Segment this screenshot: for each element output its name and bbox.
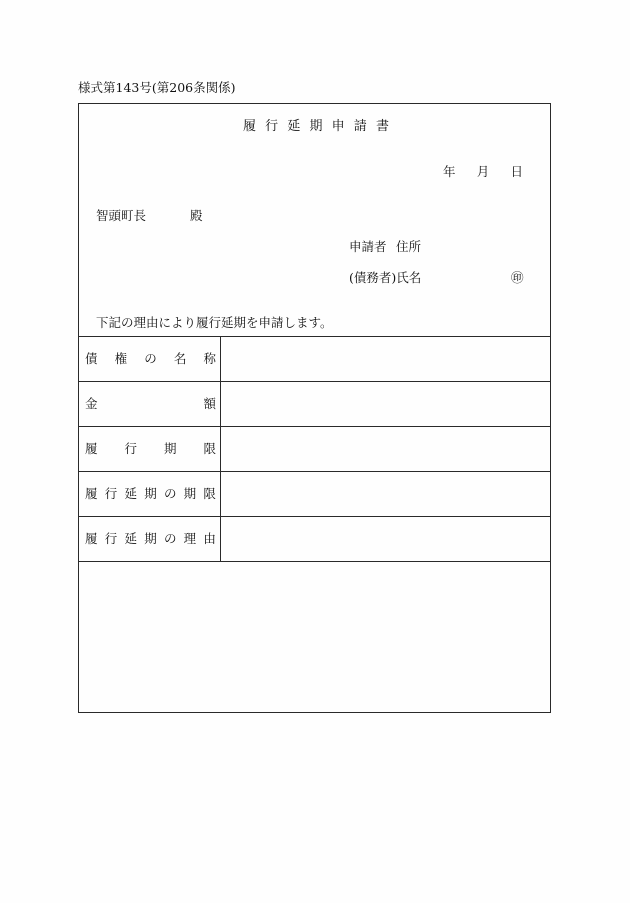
extended-deadline-label [85, 486, 216, 502]
label-char: 行 [104, 486, 118, 501]
form-number: 様式第143号(第206条関係) [78, 80, 236, 95]
title-char: 期 [309, 119, 323, 134]
label-char: 期 [183, 486, 197, 501]
label-char: 由 [203, 531, 216, 546]
claim-name-label [85, 351, 216, 367]
label-char: 限 [203, 441, 216, 456]
seal-mark: ㊞ [511, 270, 524, 285]
label-char: 延 [124, 486, 137, 501]
amount-label [85, 396, 216, 412]
column-divider [220, 336, 221, 561]
debtor-name-label: (債務者)氏名 [349, 270, 422, 285]
label-char: 名 [173, 351, 187, 366]
row-divider [79, 426, 550, 427]
title-char: 書 [375, 119, 389, 134]
year-label: 年 [443, 164, 456, 179]
label-char: 金 [85, 396, 98, 411]
title-char: 履 [243, 119, 257, 134]
remarks-area[interactable] [85, 570, 545, 700]
label-char: 債 [85, 351, 98, 366]
date-line [443, 164, 523, 180]
label-char: の [144, 351, 157, 366]
month-label: 月 [476, 164, 490, 179]
row-divider [79, 516, 550, 517]
document-title [243, 119, 389, 135]
table-bottom-border [79, 561, 550, 562]
label-char: 期 [144, 486, 157, 501]
label-char: 履 [85, 486, 98, 501]
day-label: 日 [510, 164, 523, 179]
applicant-label: 申請者 [349, 239, 387, 254]
extension-reason-label [85, 531, 216, 547]
performance-deadline-label [85, 441, 216, 457]
table-top-border [79, 336, 550, 337]
label-char: 行 [124, 441, 137, 456]
label-char: 期 [163, 441, 177, 456]
label-char: 行 [104, 531, 118, 546]
label-char: 履 [85, 531, 98, 546]
addressee-honorific: 殿 [190, 208, 203, 223]
statement-text: 下記の理由により履行延期を申請します。 [96, 315, 333, 330]
label-char: の [163, 486, 177, 501]
address-label: 住所 [396, 239, 422, 254]
row-divider [79, 471, 550, 472]
label-char: の [163, 531, 177, 546]
label-char: 期 [144, 531, 157, 546]
label-char: 延 [124, 531, 137, 546]
label-char: 権 [114, 351, 128, 366]
label-char: 履 [85, 441, 98, 456]
title-char: 請 [353, 119, 367, 134]
title-char: 行 [265, 119, 279, 134]
application-form [78, 103, 551, 713]
addressee-name: 智頭町長 [96, 208, 147, 223]
label-char: 額 [203, 396, 216, 411]
title-char: 延 [287, 119, 301, 134]
row-divider [79, 381, 550, 382]
label-char: 限 [203, 486, 216, 501]
title-char: 申 [331, 119, 345, 134]
label-char: 理 [183, 531, 197, 546]
label-char: 称 [203, 351, 216, 366]
